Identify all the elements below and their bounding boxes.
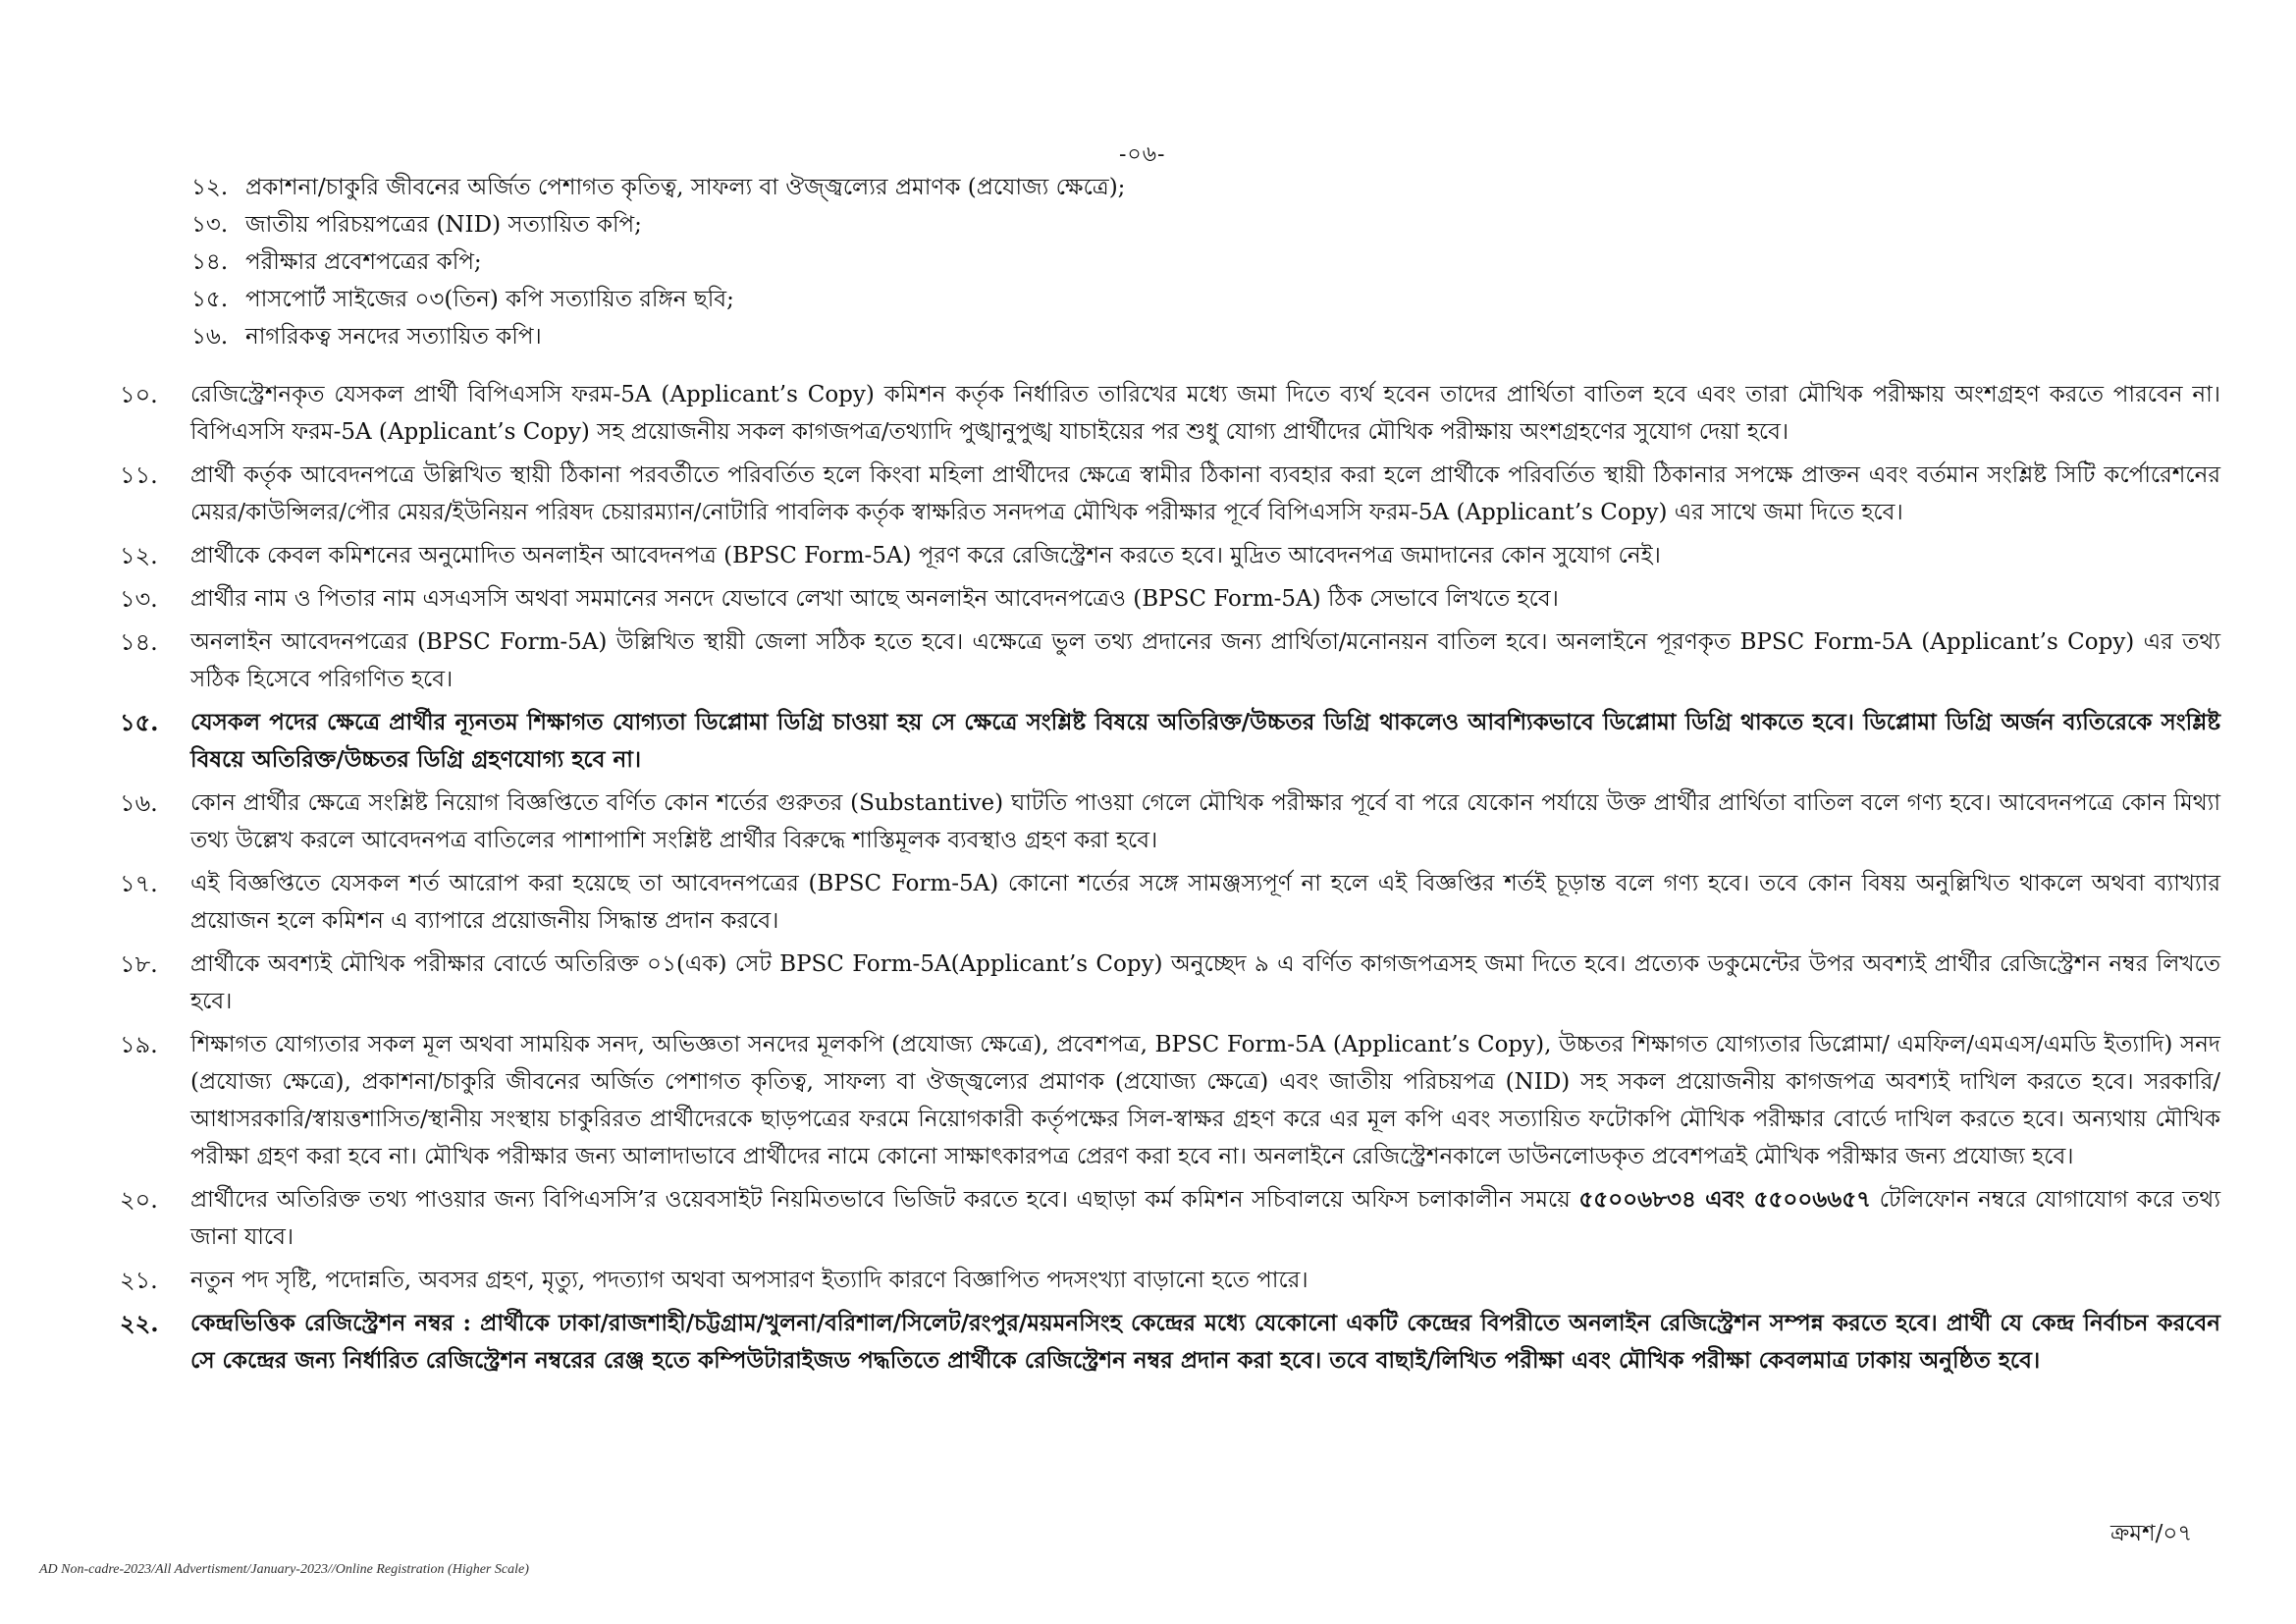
paragraph-item: [120, 1181, 2220, 1256]
list-item-text: পরীক্ষার প্রবেশপত্রের কপি;: [245, 249, 482, 275]
paragraph-number: ১৫.: [120, 708, 159, 736]
phone-numbers: ৫৫০০৬৮৩৪ এবং ৫৫০০৬৬৫৭: [1578, 1186, 1872, 1213]
footer-path: AD Non-cadre-2023/All Advertisment/January-2023//Online Registration (Higher Scale): [39, 1562, 529, 1577]
paragraph-item: [120, 623, 2220, 698]
paragraph-text-part: টেলিফোন নম্বরে যোগাযোগ করে তথ্য জানা যাবে।: [190, 1187, 2220, 1250]
list-item-text: জাতীয় পরিচয়পত্রের (NID) সত্যায়িত কপি;: [245, 212, 642, 238]
paragraph-number: ২০.: [120, 1186, 158, 1214]
paragraph-number: ১৮.: [120, 950, 158, 978]
list-item: [191, 169, 2056, 206]
paragraph-text: যেসকল পদের ক্ষেত্রে প্রার্থীর ন্যূনতম শিক্ষাগত যোগ্যতা ডিপ্লোমা ডিগ্রি চাওয়া হয় সে ক্ষেত্রে সংশ্লিষ্ট বিষয়ে অতিরিক্ত/উচ্চতর ডিগ্রি থাকলেও আবশ্যিকভাবে ডিপ্লোমা ডিগ্রি থাকতে হবে। ডিপ্লোমা ডিগ্রি অর্জন ব্যতিরেকে সংশ্লিষ্ট বিষয়ে অতিরিক্ত/উচ্চতর ডিগ্রি গ্রহণযোগ্য হবে না।: [190, 709, 2220, 773]
paragraph-text: [190, 1181, 2220, 1256]
paragraph-item: [120, 865, 2220, 940]
paragraph-item: [120, 946, 2220, 1020]
paragraph-item: [120, 457, 2220, 531]
paragraph-text: প্রার্থীকে কেবল কমিশনের অনুমোদিত অনলাইন আবেদনপত্র (BPSC Form-5A) পূরণ করে রেজিস্ট্রেশন করতে হবে। মুদ্রিত আবেদনপত্র জমাদানের কোন সুযোগ নেই।: [190, 543, 1661, 568]
paragraph-number: ১৩.: [120, 585, 158, 613]
list-item-number: ১২.: [191, 175, 229, 200]
list-item-number: ১৪.: [191, 249, 229, 275]
paragraph-number: ১১.: [120, 461, 158, 489]
paragraph-number: ২১.: [120, 1267, 158, 1294]
paragraph-item: [120, 1305, 2220, 1380]
paragraph-text: এই বিজ্ঞপ্তিতে যেসকল শর্ত আরোপ করা হয়েছে তা আবেদনপত্রের (BPSC Form-5A) কোনো শর্তের সঙ্গে সামঞ্জস্যপূর্ণ না হলে এই বিজ্ঞপ্তির শর্তই চূড়ান্ত বলে গণ্য হবে। তবে কোন বিষয় অনুল্লিখিত থাকলে অথবা ব্যাখ্যার প্রয়োজন হলে কমিশন এ ব্যাপারে প্রয়োজনীয় সিদ্ধান্ত প্রদান করবে।: [190, 871, 2220, 934]
paragraph-item: [120, 785, 2220, 859]
paragraph-item: [120, 1262, 2220, 1299]
paragraph-text: প্রার্থীর নাম ও পিতার নাম এসএসসি অথবা সমমানের সনদে যেভাবে লেখা আছে অনলাইন আবেদনপত্রেও (BPSC Form-5A) ঠিক সেভাবে লিখতে হবে।: [190, 586, 1559, 612]
document-body: [120, 376, 2220, 1385]
paragraph-text-part: প্রার্থীদের অতিরিক্ত তথ্য পাওয়ার জন্য বিপিএসসি’র ওয়েবসাইট নিয়মিতভাবে ভিজিট করতে হবে। এছাড়া কর্ম কমিশন সচিবালয়ে অফিস চলাকালীন সময়ে: [190, 1187, 1579, 1213]
paragraph-number: ১৬.: [120, 789, 158, 817]
paragraph-text: প্রার্থী কর্তৃক আবেদনপত্রে উল্লিখিত স্থায়ী ঠিকানা পরবর্তীতে পরিবর্তিত হলে কিংবা মহিলা প্রার্থীদের ক্ষেত্রে স্বামীর ঠিকানা ব্যবহার করা হলে প্রার্থীকে পরিবর্তিত স্থায়ী ঠিকানার সপক্ষে প্রাক্তন এবং বর্তমান সংশ্লিষ্ট সিটি কর্পোরেশনের মেয়র/কাউন্সিলর/পৌর মেয়র/ইউনিয়ন পরিষদ চেয়ারম্যান/নোটারি পাবলিক কর্তৃক স্বাক্ষরিত সনদপত্র মৌখিক পরীক্ষার পূর্বে বিপিএসসি ফরম-5A (Applicant’s Copy) এর সাথে জমা দিতে হবে।: [190, 462, 2220, 525]
paragraph-text: অনলাইন আবেদনপত্রের (BPSC Form-5A) উল্লিখিত স্থায়ী জেলা সঠিক হতে হবে। এক্ষেত্রে ভুল তথ্য প্রদানের জন্য প্রার্থিতা/মনোনয়ন বাতিল হবে। অনলাইনে পূরণকৃত BPSC Form-5A (Applicant’s Copy) এর তথ্য সঠিক হিসেবে পরিগণিত হবে।: [190, 629, 2220, 692]
list-item-number: ১৫.: [191, 287, 229, 312]
paragraph-text: শিক্ষাগত যোগ্যতার সকল মূল অথবা সাময়িক সনদ, অভিজ্ঞতা সনদের মূলকপি (প্রযোজ্য ক্ষেত্রে), প্রবেশপত্র, BPSC Form-5A (Applicant’s Copy), উচ্চতর শিক্ষাগত যোগ্যতার ডিপ্লোমা/ এমফিল/এমএস/এমডি ইত্যাদি) সনদ (প্রযোজ্য ক্ষেত্রে), প্রকাশনা/চাকুরি জীবনের অর্জিত পেশাগত কৃতিত্ব, সাফল্য বা ঔজ্জ্বল্যের প্রমাণক (প্রযোজ্য ক্ষেত্রে) এবং জাতীয় পরিচয়পত্র (NID) সহ সকল প্রয়োজনীয় কাগজপত্র অবশ্যই দাখিল করতে হবে। সরকারি/ আধাসরকারি/স্বায়ত্তশাসিত/স্থানীয় সংস্থায় চাকুরিরত প্রার্থীদেরকে ছাড়পত্রের ফরমে নিয়োগকারী কর্তৃপক্ষের সিল-স্বাক্ষর গ্রহণ করে এর মূল কপি এবং সত্যায়িত ফটোকপি মৌখিক পরীক্ষার বোর্ডে দাখিল করতে হবে। অন্যথায় মৌখিক পরীক্ষা গ্রহণ করা হবে না। মৌখিক পরীক্ষার জন্য আলাদাভাবে প্রার্থীদের নামে কোনো সাক্ষাৎকারপত্র প্রেরণ করা হবে না। অনলাইনে রেজিস্ট্রেশনকালে ডাউনলোডকৃত প্রবেশপত্রই মৌখিক পরীক্ষার জন্য প্রযোজ্য হবে।: [190, 1032, 2220, 1169]
paragraph-number: ২২.: [120, 1309, 159, 1337]
list-item: [191, 206, 2056, 244]
paragraph-item: [120, 537, 2220, 574]
continued-marker: ক্রমশ/০৭: [2110, 1521, 2193, 1546]
list-item-number: ১৬.: [191, 324, 229, 350]
paragraph-number: ১০.: [120, 381, 158, 408]
paragraph-item: [120, 704, 2220, 779]
paragraph-item: [120, 376, 2220, 451]
paragraph-item: [120, 580, 2220, 618]
paragraph-number: ১৯.: [120, 1031, 158, 1058]
paragraph-text: রেজিস্ট্রেশনকৃত যেসকল প্রার্থী বিপিএসসি ফরম-5A (Applicant’s Copy) কমিশন কর্তৃক নির্ধারিত তারিখের মধ্যে জমা দিতে ব্যর্থ হবেন তাদের প্রার্থিতা বাতিল হবে এবং তারা মৌখিক পরীক্ষায় অংশগ্রহণ করতে পারবেন না। বিপিএসসি ফরম-5A (Applicant’s Copy) সহ প্রয়োজনীয় সকল কাগজপত্র/তথ্যাদি পুঙ্খানুপুঙ্খ যাচাইয়ের পর শুধু যোগ্য প্রার্থীদের মৌখিক পরীক্ষায় অংশগ্রহণের সুযোগ দেয়া হবে।: [190, 382, 2220, 445]
paragraph-text: প্রার্থীকে অবশ্যই মৌখিক পরীক্ষার বোর্ডে অতিরিক্ত ০১(এক) সেট BPSC Form-5A(Applicant’s Copy) অনুচ্ছেদ ৯ এ বর্ণিত কাগজপত্রসহ জমা দিতে হবে। প্রত্যেক ডকুমেন্টের উপর অবশ্যই প্রার্থীর রেজিস্ট্রেশন নম্বর লিখতে হবে।: [190, 951, 2220, 1014]
list-item: [191, 244, 2056, 281]
paragraph-number: ১২.: [120, 542, 158, 569]
paragraph-text: কোন প্রার্থীর ক্ষেত্রে সংশ্লিষ্ট নিয়োগ বিজ্ঞপ্তিতে বর্ণিত কোন শর্তের গুরুতর (Substantive) ঘাটতি পাওয়া গেলে মৌখিক পরীক্ষার পূর্বে বা পরে যেকোন পর্যায়ে উক্ত প্রার্থীর প্রার্থিতা বাতিল বলে গণ্য হবে। আবেদনপত্রে কোন মিথ্যা তথ্য উল্লেখ করলে আবেদনপত্র বাতিলের পাশাপাশি সংশ্লিষ্ট প্রার্থীর বিরুদ্ধে শাস্তিমূলক ব্যবস্থাও গ্রহণ করা হবে।: [190, 790, 2220, 853]
list-item-number: ১৩.: [191, 212, 229, 238]
list-item-text: প্রকাশনা/চাকুরি জীবনের অর্জিত পেশাগত কৃতিত্ব, সাফল্য বা ঔজ্জ্বল্যের প্রমাণক (প্রযোজ্য ক্ষেত্রে);: [245, 175, 1126, 200]
list-item-text: নাগরিকত্ব সনদের সত্যায়িত কপি।: [245, 324, 542, 350]
paragraph-text: নতুন পদ সৃষ্টি, পদোন্নতি, অবসর গ্রহণ, মৃত্যু, পদত্যাগ অথবা অপসারণ ইত্যাদি কারণে বিজ্ঞাপিত পদসংখ্যা বাড়ানো হতে পারে।: [190, 1268, 1308, 1293]
paragraph-number: ১৭.: [120, 870, 158, 897]
page-number: -০৬-: [1119, 142, 1166, 167]
paragraph-item: [120, 1026, 2220, 1175]
list-item: [191, 281, 2056, 318]
document-sublist: [191, 169, 2056, 355]
paragraph-number: ১৪.: [120, 628, 158, 656]
list-item: [191, 318, 2056, 355]
paragraph-text: কেন্দ্রভিত্তিক রেজিস্ট্রেশন নম্বর : প্রার্থীকে ঢাকা/রাজশাহী/চট্টগ্রাম/খুলনা/বরিশাল/সিলেট/রংপুর/ময়মনসিংহ কেন্দ্রের মধ্যে যেকোনো একটি কেন্দ্রের বিপরীতে অনলাইন রেজিস্ট্রেশন সম্পন্ন করতে হবে। প্রার্থী যে কেন্দ্র নির্বাচন করবেন সে কেন্দ্রের জন্য নির্ধারিত রেজিস্ট্রেশন নম্বরের রেঞ্জ হতে কম্পিউটারাইজড পদ্ধতিতে প্রার্থীকে রেজিস্ট্রেশন নম্বর প্রদান করা হবে। তবে বাছাই/লিখিত পরীক্ষা এবং মৌখিক পরীক্ষা কেবলমাত্র ঢাকায় অনুষ্ঠিত হবে।: [190, 1310, 2220, 1374]
list-item-text: পাসপোর্ট সাইজের ০৩(তিন) কপি সত্যায়িত রঙ্গিন ছবি;: [245, 287, 734, 312]
